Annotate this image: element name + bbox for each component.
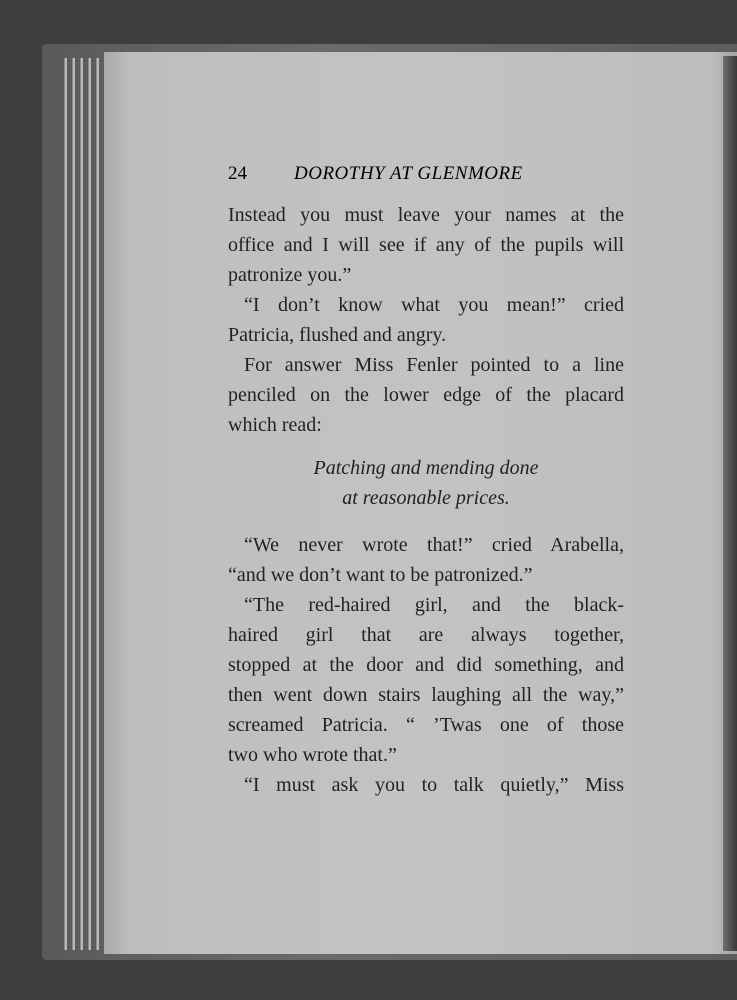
text-line: “I don’t know what you mean!” cried bbox=[244, 294, 624, 316]
text-line: patronize you.” bbox=[228, 264, 352, 286]
running-head: DOROTHY AT GLENMORE bbox=[294, 163, 523, 184]
page-edge bbox=[64, 58, 67, 950]
page-number: 24 bbox=[228, 163, 247, 184]
text-line: two who wrote that.” bbox=[228, 744, 397, 766]
placard-line: at reasonable prices. bbox=[342, 487, 510, 509]
placard-line: Patching and mending done bbox=[313, 457, 539, 479]
page-edge bbox=[96, 58, 99, 950]
text-line: “We never wrote that!” cried Arabella, bbox=[244, 534, 624, 556]
page-edge bbox=[80, 58, 83, 950]
text-line: “I must ask you to talk quietly,” Miss bbox=[244, 774, 624, 796]
text-line: penciled on the lower edge of the placard bbox=[228, 384, 624, 406]
text-line: screamed Patricia. “ ’Twas one of those bbox=[228, 714, 624, 736]
text-line: then went down stairs laughing all the way,” bbox=[228, 684, 624, 706]
text-line: Instead you must leave your names at the bbox=[228, 204, 624, 226]
text-line: haired girl that are always together, bbox=[228, 624, 624, 646]
text-line: For answer Miss Fenler pointed to a line bbox=[244, 354, 624, 376]
text-line: which read: bbox=[228, 414, 322, 436]
page-edge bbox=[88, 58, 91, 950]
text-line: “and we don’t want to be patronized.” bbox=[228, 564, 533, 586]
page-header bbox=[228, 163, 624, 193]
text-line: office and I will see if any of the pupils will bbox=[228, 234, 624, 256]
text-line: “The red-haired girl, and the black- bbox=[244, 594, 624, 616]
binding-shadow bbox=[723, 56, 737, 951]
text-line: Patricia, flushed and angry. bbox=[228, 324, 447, 346]
page-edge bbox=[72, 58, 75, 950]
text-line: stopped at the door and did something, and bbox=[228, 654, 624, 676]
